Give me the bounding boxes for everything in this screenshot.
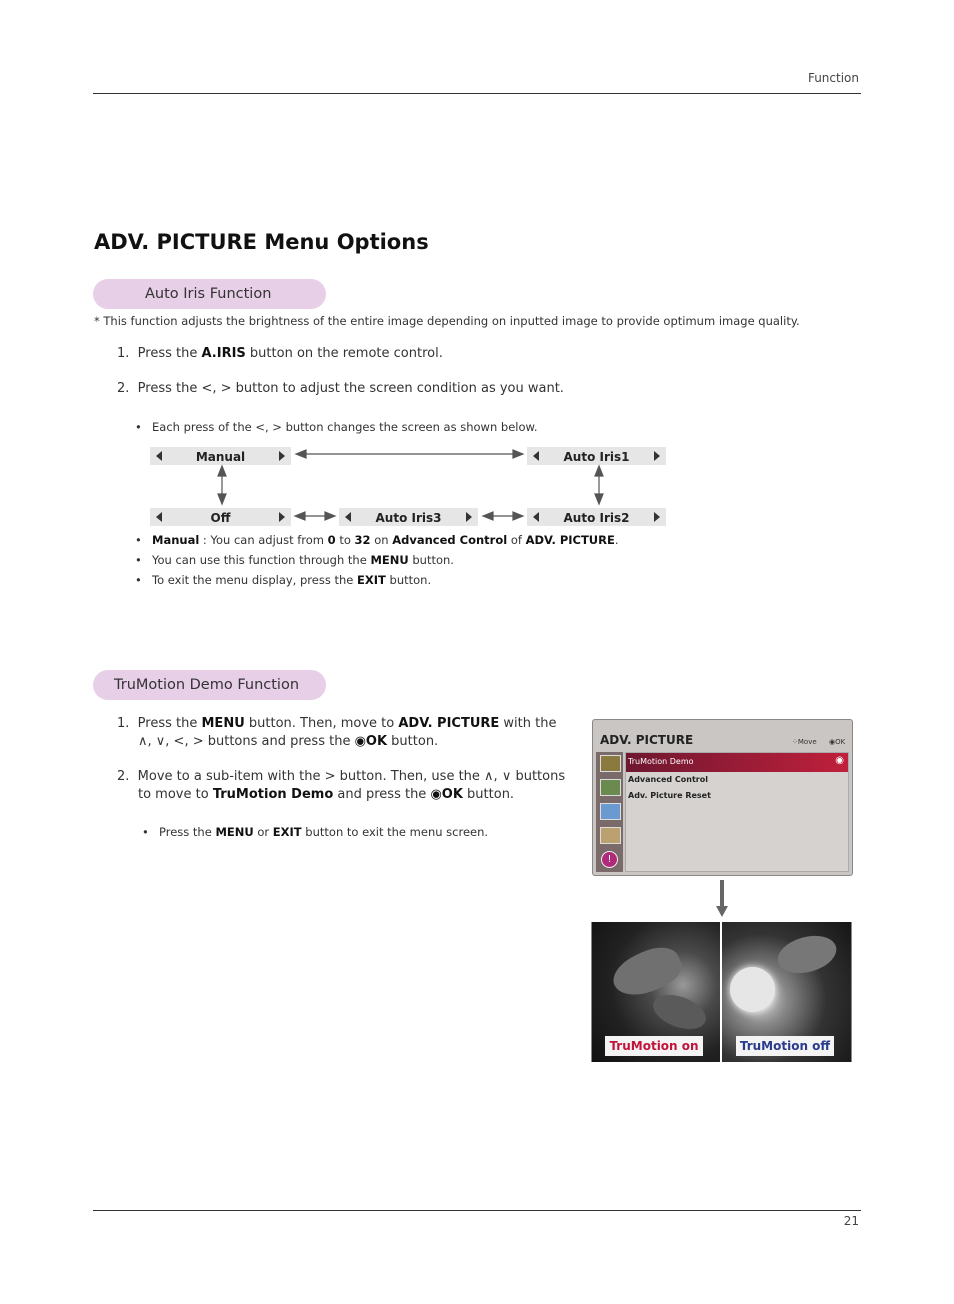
trumotion-on-half	[592, 922, 722, 1062]
step-number: 1.	[117, 346, 130, 361]
bullet-key: 32	[354, 533, 371, 547]
step-text: Press the	[137, 346, 202, 361]
cycle-arrows	[0, 0, 954, 560]
label-text: TruMotion off	[739, 1039, 831, 1053]
footer-divider	[93, 1210, 861, 1211]
ok-key: ◉OK	[354, 734, 388, 749]
bullet-key: 0	[327, 533, 336, 547]
arrow-auto3-auto2	[483, 512, 523, 520]
bullet-text: You can use this function through the	[152, 553, 371, 567]
bullet-key: MENU	[370, 553, 409, 567]
trumotion-bullet	[142, 825, 489, 839]
down-arrow-shaft	[720, 880, 724, 908]
osd-hint-ok	[829, 738, 845, 746]
option-label: Auto Iris1	[563, 450, 630, 464]
adjust-icon[interactable]	[600, 779, 621, 796]
hint-text: Move	[797, 738, 817, 746]
label-text: TruMotion on	[609, 1039, 699, 1053]
step-key: ADV. PICTURE	[398, 716, 500, 731]
bullet-text: button to exit the menu screen.	[301, 825, 489, 839]
bullet-dot: •	[135, 420, 142, 434]
bullet-text: Each press of the <, > button changes the screen as shown below.	[152, 420, 538, 434]
trumotion-step-1	[117, 715, 557, 751]
bullet-text: button.	[408, 553, 454, 567]
trumotion-off-half	[722, 922, 851, 1062]
step-number: 2.	[117, 381, 130, 396]
hint-text: OK	[835, 738, 846, 746]
picture-icon[interactable]	[600, 755, 621, 772]
bullet-key: ADV. PICTURE	[525, 533, 615, 547]
section-label: Function	[807, 71, 859, 85]
bullet-dot: •	[135, 573, 142, 587]
move-icon: ⁘	[792, 738, 798, 746]
option-label: Manual	[195, 450, 246, 464]
bullet-text: on	[370, 533, 393, 547]
adv-picture-osd-menu	[592, 719, 853, 876]
arrow-auto1-auto2	[595, 466, 603, 504]
ok-key: ◉OK	[430, 787, 463, 802]
step-text: with the	[499, 716, 557, 731]
osd-item-panel	[625, 752, 849, 872]
step-number: 2.	[117, 769, 130, 784]
bullet-key: MENU	[215, 825, 254, 839]
setup-icon[interactable]	[600, 827, 621, 844]
bullet-text: Press the	[159, 825, 216, 839]
step-text: to move to	[138, 787, 213, 802]
arrow-manual-off	[218, 466, 226, 504]
option-label: Auto Iris2	[563, 511, 630, 525]
step-key: MENU	[201, 716, 245, 731]
step-text: Press the <, > button to adjust the screen condition as you want.	[137, 381, 564, 396]
step-text: and press the	[333, 787, 431, 802]
exit-bullet	[135, 573, 432, 587]
bullet-key: EXIT	[357, 573, 386, 587]
bullet-text: to	[335, 533, 355, 547]
osd-hint-move	[792, 738, 817, 746]
bullet-text: of	[507, 533, 526, 547]
osd-title: ADV. PICTURE	[600, 733, 694, 747]
arrow-manual-auto1	[296, 450, 523, 458]
manual-bullet	[135, 533, 619, 547]
bullet-key: Manual	[152, 533, 200, 547]
bullet-text: To exit the menu display, press the	[152, 573, 358, 587]
bullet-dot: •	[135, 533, 142, 547]
option-label: Auto Iris3	[375, 511, 442, 525]
info-icon[interactable]: !	[601, 851, 618, 868]
step-text: button.	[462, 787, 515, 802]
bullet-text: .	[614, 533, 619, 547]
bullet-text: button.	[385, 573, 432, 587]
ok-icon: ◉	[829, 738, 836, 746]
step-text: ∧, ∨, <, > buttons and press the	[138, 734, 355, 749]
leaf-shape	[649, 988, 711, 1035]
airis-key: A.IRIS	[201, 346, 246, 361]
trumotion-heading: TruMotion Demo Function	[93, 670, 326, 700]
option-label: Off	[210, 511, 231, 525]
auto-iris-note: * This function adjusts the brightness of the entire image depending on inputted image to provide optimum image quality.	[94, 314, 800, 328]
screen-icon[interactable]	[600, 803, 621, 820]
osd-item-trumotion-demo[interactable]	[626, 753, 848, 772]
step-number: 1.	[117, 716, 130, 731]
menu-bullet	[135, 553, 454, 567]
step-text: button.	[387, 734, 439, 749]
bullet-dot: •	[135, 553, 142, 567]
page-number: 21	[843, 1214, 859, 1228]
osd-item-picture-reset[interactable]: Adv. Picture Reset	[628, 791, 711, 800]
osd-item-advanced-control[interactable]: Advanced Control	[628, 775, 708, 784]
trumotion-step-2	[117, 768, 567, 804]
step-text: button on the remote control.	[245, 346, 443, 361]
auto-iris-heading: Auto Iris Function	[93, 279, 326, 309]
step-text: button. Then, move to	[244, 716, 399, 731]
step-text: Move to a sub-item with the > button. Then, use the ∧, ∨ buttons	[137, 769, 566, 784]
osd-item-label: TruMotion Demo	[628, 757, 694, 766]
arrow-off-auto3	[295, 512, 335, 520]
step-text: Press the	[137, 716, 202, 731]
step-key: TruMotion Demo	[212, 787, 334, 802]
bullet-text: or	[253, 825, 273, 839]
osd-icon-column	[596, 752, 623, 872]
bullet-text: : You can adjust from	[199, 533, 328, 547]
flower-shape	[730, 967, 775, 1012]
bullet-key: EXIT	[272, 825, 302, 839]
page-title: ADV. PICTURE Menu Options	[94, 230, 429, 254]
bullet-key: Advanced Control	[392, 533, 508, 547]
leaf-shape	[773, 930, 840, 979]
trumotion-on-label	[605, 1036, 703, 1056]
trumotion-off-label	[736, 1036, 834, 1056]
bullet-dot: •	[142, 825, 149, 839]
ok-indicator-icon: ◉	[835, 755, 844, 766]
down-arrow-icon	[716, 906, 728, 917]
